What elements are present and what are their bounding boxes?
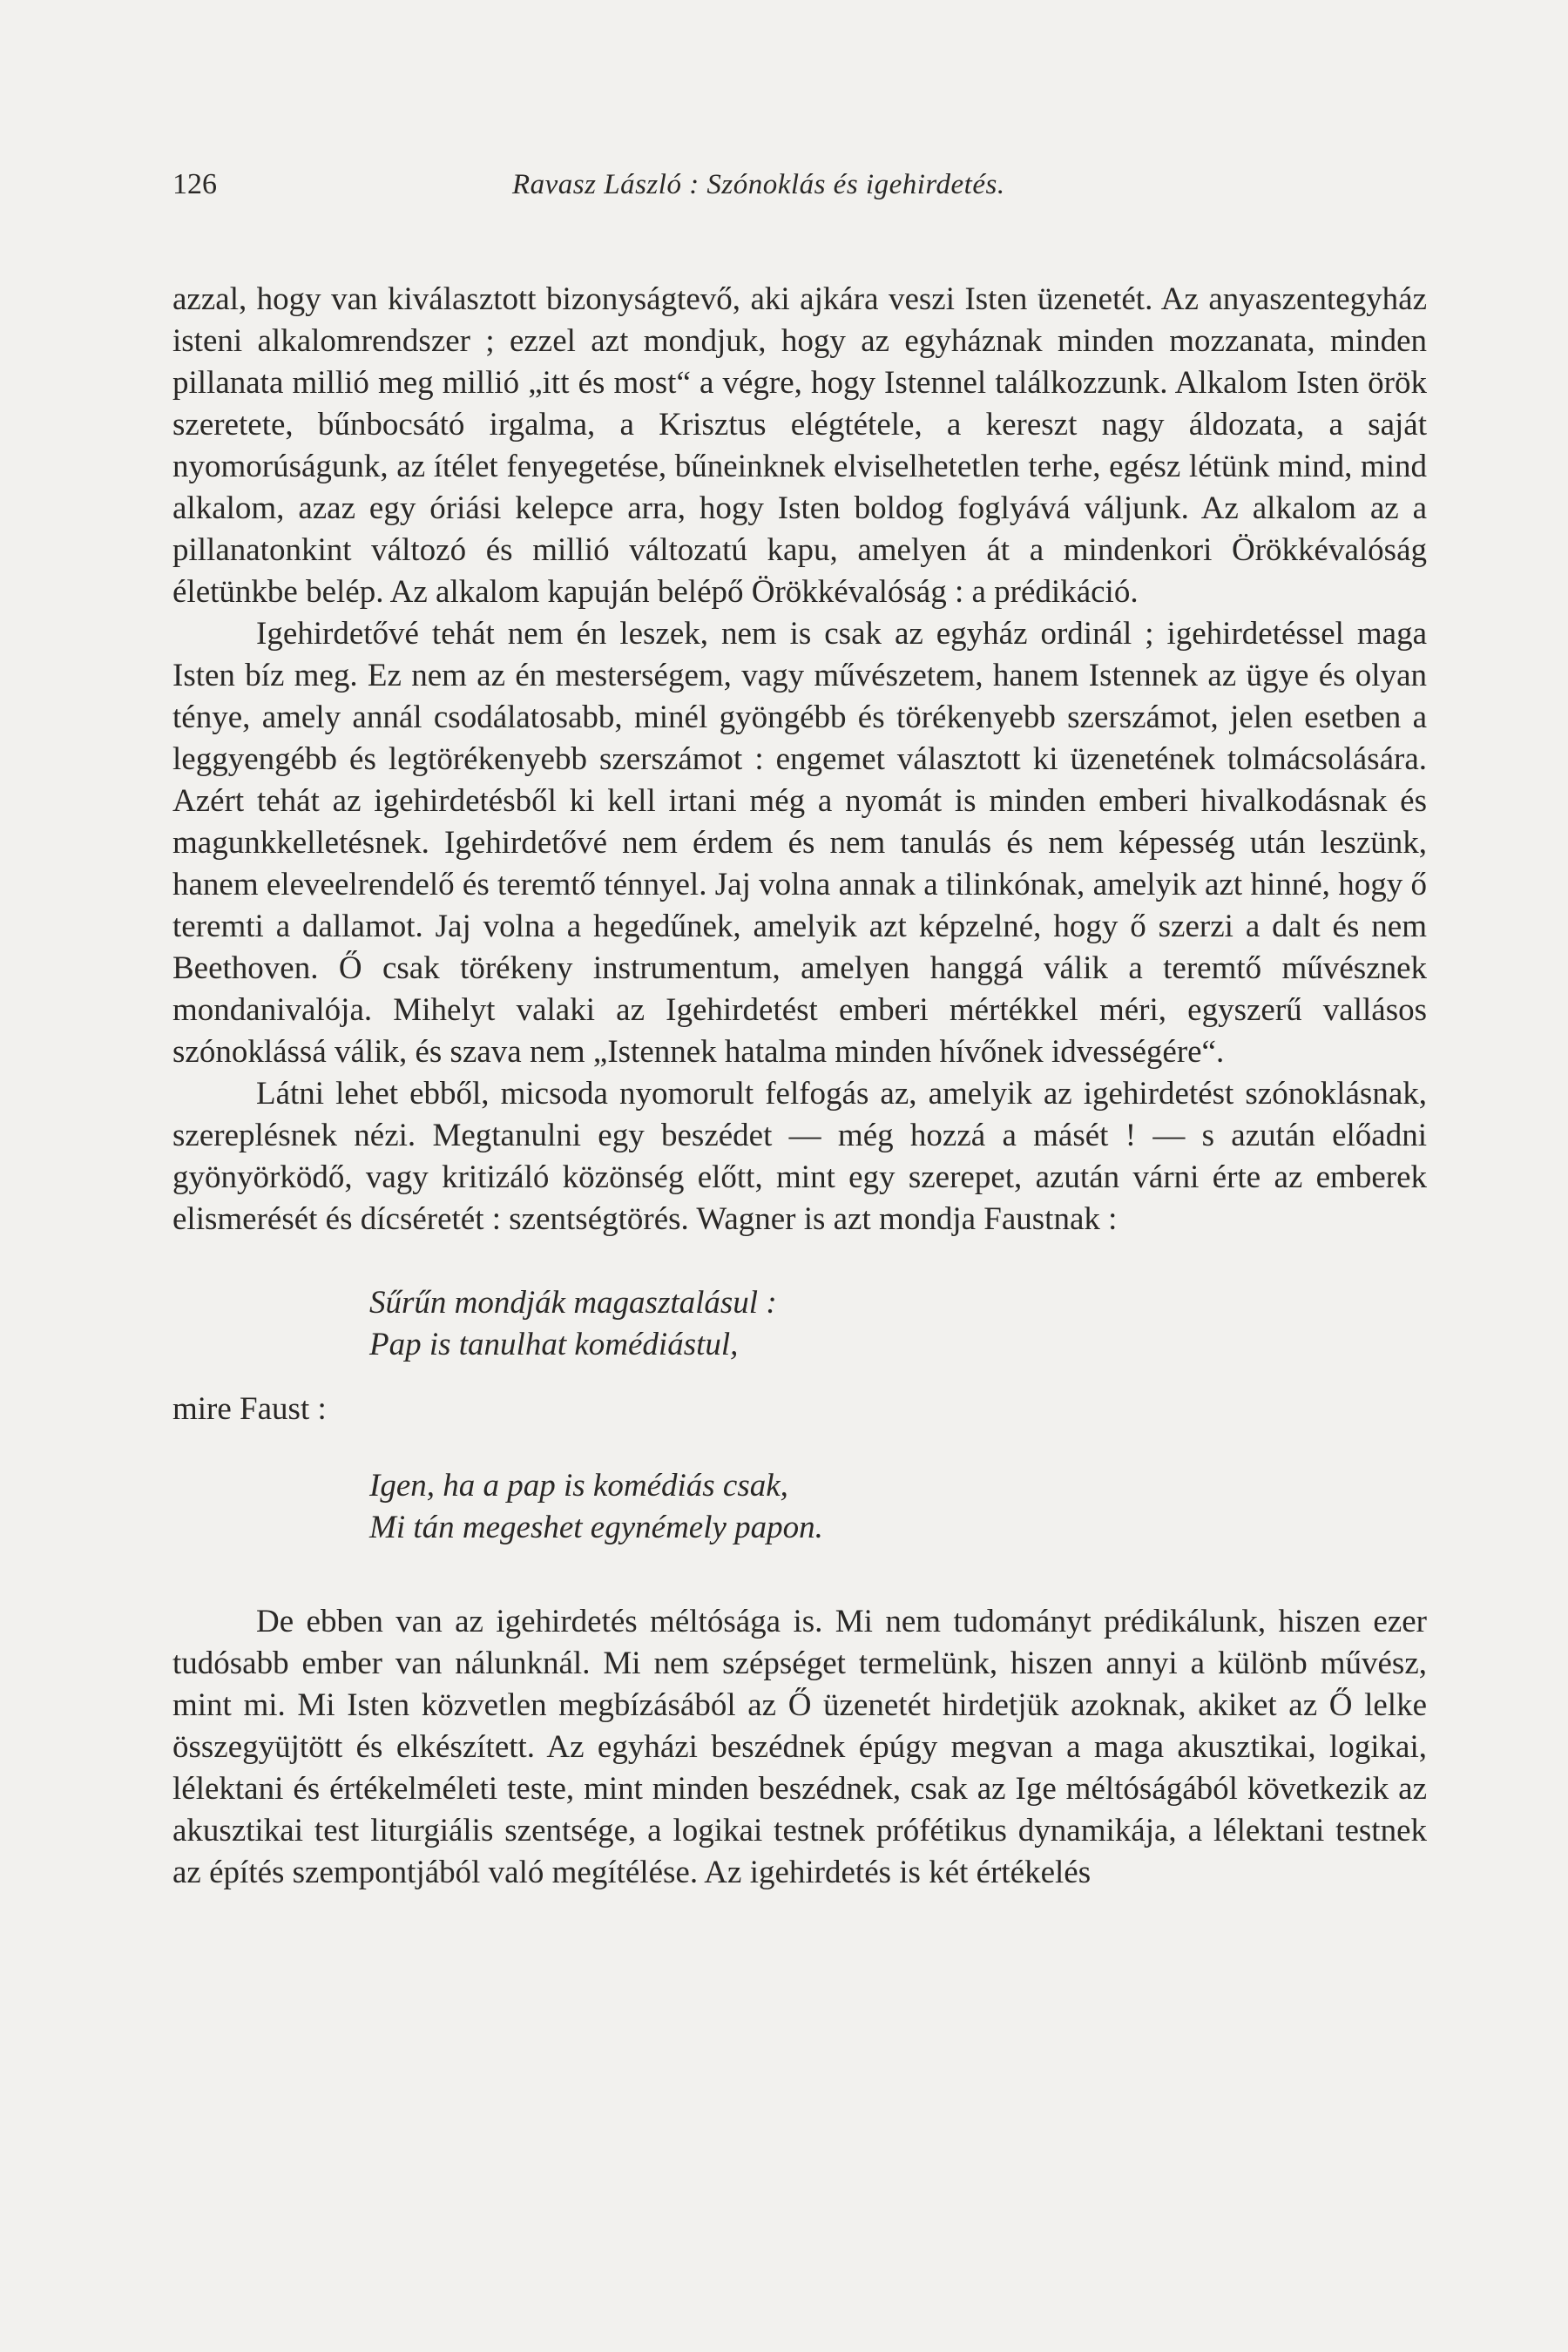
verse-intro: mire Faust : (172, 1391, 327, 1427)
page-number: 126 (172, 168, 217, 200)
page-header (172, 162, 1418, 207)
verse-line: Mi tán megeshet egynémely papon. (369, 1510, 823, 1545)
verse-faust (369, 1465, 1427, 1549)
paragraph-4: De ebben van az igehirdetés méltósága is. Mi nem tudományt prédikálunk, hiszen ezer tudósabb ember van nálunknál. Mi nem szépséget termelünk, hiszen annyi a különb művész, mint mi. Mi Isten közvetlen megbízásából az Ő üzenetét hirdetjük azoknak, akiket az Ő lelke összegyüjtött és elkészített. Az egyházi beszédnek épúgy megvan a maga akusztikai, logikai, lélektani és értékelméleti teste, mint minden beszédnek, csak az Ige méltóságából következik az akusztikai test liturgiális szentsége, a logikai testnek prófétikus dynamikája, a lélektani testnek az építés szempontjából való megítélése. Az igehirdetés is két értékelés (172, 1604, 1427, 1890)
paragraph-2: Igehirdetővé tehát nem én leszek, nem is csak az egyház ordinál ; igehirdetéssel maga Isten bíz meg. Ez nem az én mesterségem, vagy művészetem, hanem Istennek az ügye és olyan ténye, amely annál csodálatosabb, minél gyöngébb és törékenyebb szerszámot, jelen esetben a leggyengébb és legtörékenyebb szerszámot : engemet választott ki üzenetének tolmácsolására. Azért tehát az igehirdetésből ki kell irtani még a nyomát is minden emberi hivalkodásnak és magunkkelletésnek. Igehirdetővé nem érdem és nem tanulás és nem képesség után leszünk, hanem eleveelrendelő és teremtő ténnyel. Jaj volna annak a tilinkónak, amelyik azt hinné, hogy ő teremti a dallamot. Jaj volna a hegedűnek, amelyik azt képzelné, hogy ő szerzi a dalt és nem Beethoven. Ő csak törékeny instrumentum, amelyen hanggá válik a teremtő művésznek mondanivalója. Mihelyt valaki az Igehirdetést emberi mértékkel méri, egyszerű vallásos szónoklássá válik, és szava nem „Istennek hatalma minden hívőnek idvességére“. (172, 616, 1427, 1070)
verse-line: Igen, ha a pap is komédiás csak, (369, 1468, 788, 1504)
verse-line: Pap is tanulhat komédiástul, (369, 1327, 739, 1362)
running-head: Ravasz László : Szónoklás és igehirdetés. (512, 169, 1005, 200)
verse-wagner (369, 1282, 1427, 1366)
body-text (172, 279, 1427, 1894)
verse-line: Sűrűn mondják magasztalásul : (369, 1285, 777, 1321)
paragraph-1: azzal, hogy van kiválasztott bizonyságtevő, aki ajkára veszi Isten üzenetét. Az anyaszentegyház isteni alkalomrendszer ; ezzel azt mondjuk, hogy az egyháznak minden mozzanata, minden pillanata millió meg millió „itt és most“ a végre, hogy Istennel találkozzunk. Alkalom Isten örök szeretete, bűnbocsátó irgalma, a Krisztus elégtétele, a kereszt nagy áldozata, a saját nyomorúságunk, az ítélet fenyegetése, bűneinknek elviselhetetlen terhe, egész létünk mind, mind alkalom, azaz egy óriási kelepce arra, hogy Isten boldog foglyává váljunk. Az alkalom az a pillanatonkint változó és millió változatú kapu, amelyen át a mindenkori Örökkévalóság életünkbe belép. Az alkalom kapuján belépő Örökkévalóság : a prédikáció. (172, 281, 1427, 610)
paragraph-3: Látni lehet ebből, micsoda nyomorult felfogás az, amelyik az igehirdetést szónoklásnak, szereplésnek nézi. Megtanulni egy beszédet — még hozzá a másét ! — s azután előadni gyönyörködő, vagy kritizáló közönség előtt, mint egy szerepet, azután várni érte az emberek elismerését és dícséretét : szentségtörés. Wagner is azt mondja Faustnak : (172, 1076, 1427, 1237)
